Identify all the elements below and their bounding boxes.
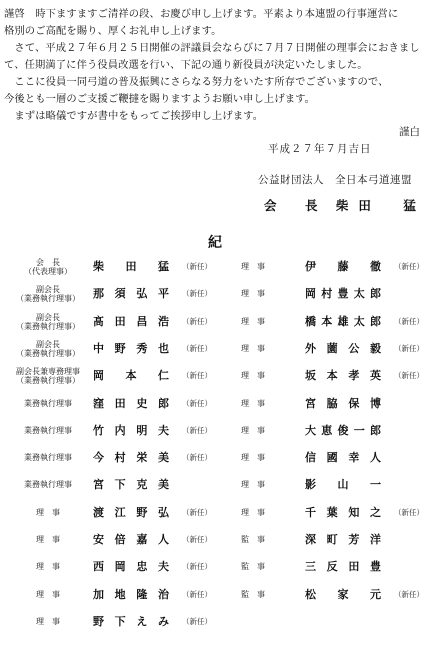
officer-name: 髙田昌浩 (93, 314, 169, 328)
president-title: 会 長 (264, 198, 326, 213)
officer-role (218, 586, 288, 604)
new-appointment-note: （新任） (394, 262, 424, 271)
officer-role (12, 285, 84, 303)
officer-row (0, 531, 430, 551)
officer-role (218, 340, 288, 358)
officer-role (12, 531, 84, 549)
officer-role-title: 理 事 (241, 262, 265, 271)
issue-date: 平成２７年７月吉日 (268, 143, 372, 155)
officer-role (12, 476, 84, 494)
officer-role-title: 監 事 (241, 589, 265, 599)
officer-role-title: 監 事 (241, 562, 265, 572)
new-appointment-note: （新任） (182, 535, 212, 544)
officer-role (218, 531, 288, 549)
officer-name: 竹内明夫 (93, 423, 169, 437)
officer-role-title: 業務執行理事 (24, 453, 72, 463)
officer-role-subtitle: （業務執行理事） (16, 294, 80, 304)
officer-name: 坂本孝英 (305, 369, 381, 383)
officer-name: 外薗公毅 (305, 341, 381, 355)
officer-name: 松家元 (305, 587, 381, 601)
officer-name: 窪田史郎 (93, 396, 169, 410)
new-appointment-note: （新任） (182, 398, 212, 408)
officer-name: 橋本雄太郎 (305, 314, 381, 328)
new-appointment-note: （新任） (394, 371, 424, 381)
officer-role-subtitle: （代表理事） (24, 267, 72, 276)
officer-role-title: 業務執行理事 (24, 480, 72, 490)
officer-role (12, 504, 84, 522)
officer-role (12, 340, 84, 358)
closing-word: 謹白 (399, 126, 420, 138)
officer-row (0, 422, 430, 442)
officer-role-title: 理 事 (36, 507, 60, 517)
new-appointment-note: （新任） (394, 343, 424, 353)
officer-role-title: 理 事 (241, 453, 265, 463)
officer-role-title: 副会長兼専務理事 (16, 367, 80, 377)
officer-role-title: 理 事 (241, 507, 265, 517)
officer-role (218, 367, 288, 385)
officer-name: 大恵俊一郎 (305, 423, 381, 437)
officer-role (12, 395, 84, 413)
officer-name: 宮下克美 (93, 478, 169, 492)
officer-role (218, 395, 288, 413)
officer-name: 深町芳洋 (305, 533, 381, 546)
officer-role-title: 理 事 (241, 480, 265, 490)
signature-block (264, 196, 426, 214)
officer-row (0, 367, 430, 387)
officer-name: 柴田猛 (93, 260, 169, 273)
officer-name: 野下えみ (93, 614, 169, 628)
new-appointment-note: （新任） (182, 589, 212, 599)
new-appointment-note: （新任） (182, 562, 212, 572)
officer-role-title: 理 事 (241, 343, 265, 353)
officer-role-title: 業務執行理事 (24, 425, 72, 435)
officer-name: 宮脇保博 (305, 396, 381, 410)
officer-row (0, 449, 430, 469)
officer-role-title: 理 事 (36, 616, 60, 626)
officer-role-title: 理 事 (241, 425, 265, 435)
new-appointment-note: （新任） (182, 425, 212, 435)
officer-role (12, 422, 84, 440)
officer-row (0, 504, 430, 524)
new-appointment-note: （新任） (182, 289, 212, 299)
new-appointment-note: （新任） (182, 453, 212, 463)
greeting-line: て、任期満了に伴う役員改選を行い、下記の通り新役員が決定いたしました。 (4, 59, 368, 71)
new-appointment-note: （新任） (394, 507, 424, 517)
officer-role-title: 理 事 (241, 316, 265, 326)
officer-role-title: 理 事 (36, 589, 60, 599)
greeting-line: ここに役員一同弓道の普及振興にさらなる努力をいたす所存でございますので、 (4, 76, 389, 88)
officer-role-title: 理 事 (241, 371, 265, 381)
officer-name: 岡本仁 (93, 369, 169, 383)
officer-role-subtitle: （業務執行理事） (16, 376, 80, 386)
officer-role (218, 476, 288, 494)
officer-name: 中野秀也 (93, 341, 169, 355)
officer-name: 渡江野弘 (93, 505, 169, 519)
organization-name: 公益財団法人 全日本弓道連盟 (258, 174, 412, 186)
officer-name: 加地隆治 (93, 587, 169, 601)
officer-role-title: 副会長 (36, 312, 60, 322)
officer-role (218, 422, 288, 440)
greeting-line: まずは略儀ですが書中をもってご挨拶申し上げます。 (4, 110, 264, 122)
officer-name: 影山一 (305, 478, 381, 492)
officer-row (0, 258, 430, 278)
officer-name: 那須弘平 (93, 287, 169, 301)
officer-role (218, 285, 288, 303)
officer-role-subtitle: （業務執行理事） (16, 321, 80, 331)
officer-row (0, 313, 430, 333)
officer-role (12, 313, 84, 331)
officer-row (0, 558, 430, 578)
officer-role-title: 理 事 (241, 398, 265, 408)
officer-row (0, 476, 430, 496)
officer-role (218, 504, 288, 522)
officer-role (218, 258, 288, 276)
officer-name: 今村栄美 (93, 451, 169, 465)
officer-role (12, 258, 84, 276)
officer-role-title: 副会長 (36, 285, 60, 295)
officer-name: 三反田豊 (305, 560, 381, 574)
greeting-body (4, 6, 428, 125)
new-appointment-note: （新任） (182, 316, 212, 326)
officer-row (0, 340, 430, 360)
officer-role-title: 理 事 (36, 562, 60, 572)
officer-role-title: 業務執行理事 (24, 398, 72, 408)
officer-row (0, 285, 430, 305)
officer-name: 千葉知之 (305, 505, 381, 519)
officer-name: 西岡忠夫 (93, 560, 169, 574)
officer-role (218, 558, 288, 576)
officer-role-title: 理 事 (36, 535, 60, 544)
officer-name: 安倍嘉人 (93, 533, 169, 546)
greeting-line: 今後とも一層のご支援ご鞭撻を賜りますようお願い申し上げます。 (4, 93, 316, 105)
new-appointment-note: （新任） (394, 316, 424, 326)
officer-role (12, 367, 84, 385)
officer-role-title: 監 事 (241, 535, 265, 544)
officer-name: 伊藤徹 (305, 260, 381, 273)
officer-role (12, 449, 84, 467)
greeting-line: さて、平成２７年６月２５日開催の評議員会ならびに７月７日開催の理事会におきまし (4, 42, 420, 54)
new-appointment-note: （新任） (182, 262, 212, 271)
section-heading: 紀 (208, 235, 222, 251)
officer-role (12, 558, 84, 576)
officer-role (218, 313, 288, 331)
officer-role (218, 449, 288, 467)
officer-row (0, 395, 430, 415)
officer-role-subtitle: （業務執行理事） (16, 348, 80, 358)
greeting-line: 格別のご高配を賜り、厚くお礼申し上げます。 (4, 25, 222, 37)
new-appointment-note: （新任） (182, 343, 212, 353)
officer-name: 信國幸人 (305, 451, 381, 465)
officer-row (0, 586, 430, 606)
officer-row (0, 613, 430, 633)
new-appointment-note: （新任） (394, 589, 424, 599)
new-appointment-note: （新任） (182, 507, 212, 517)
officer-name: 岡村豊太郎 (305, 287, 381, 301)
officer-role (12, 586, 84, 604)
new-appointment-note: （新任） (182, 616, 212, 626)
officer-role-title: 会 長 (36, 258, 60, 267)
officer-role-title: 理 事 (241, 289, 265, 299)
greeting-line: 謹啓 時下ますますご清祥の段、お慶び申し上げます。平素より本連盟の行事運営に (4, 8, 399, 20)
new-appointment-note: （新任） (182, 371, 212, 381)
president-name: 柴田 猛 (335, 198, 426, 213)
officer-role (12, 613, 84, 631)
officer-role-title: 副会長 (36, 339, 60, 349)
